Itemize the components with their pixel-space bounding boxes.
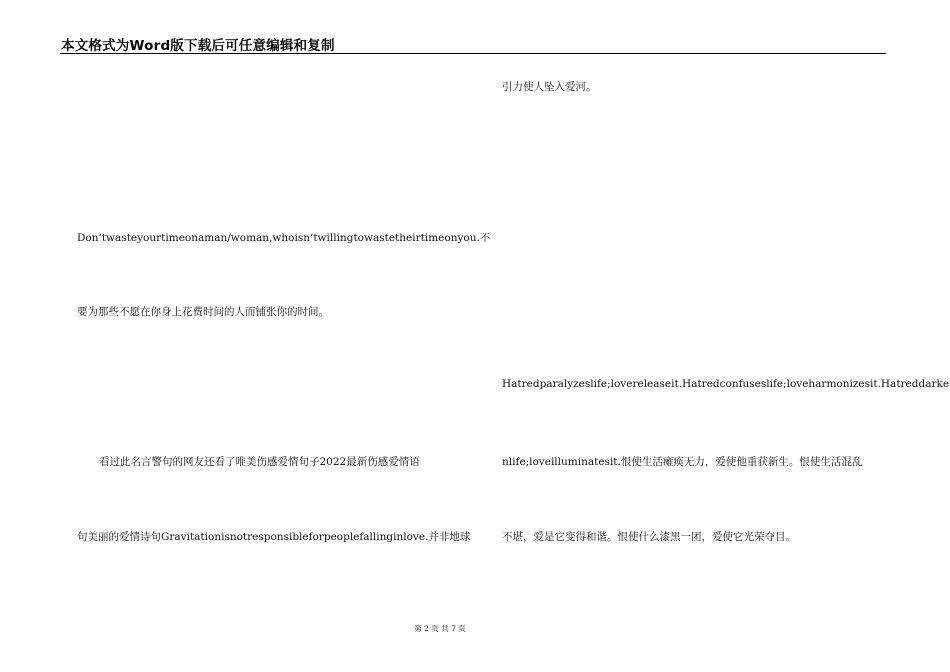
document-header-title: 本文格式为Word版下载后可任意编辑和复制 <box>61 38 335 54</box>
left-line-4: 句美丽的爱情诗句Gravitationisnotresponsibleforpeoplefallinginlove.并非地球 <box>77 531 471 543</box>
header-divider <box>60 53 886 54</box>
left-line-2: 要为那些不愿在你身上花费时间的人而铺张你的时间。 <box>77 306 329 318</box>
right-line-3: nlife;loveilluminatesit.恨使生活瘫痪无力，爱使他重获新生。恨使生活混乱 <box>502 456 863 468</box>
left-line-1: Don‘twasteyourtimeonaman/woman,whoisn‘twillingtowastetheirtimeonyou.不 <box>77 232 491 244</box>
left-line-3: 看过此名言警句的网友还看了唯美伤感爱情句子2022最新伤感爱情语 <box>99 456 420 468</box>
page-number: 第 2 页 共 7 页 <box>414 624 466 633</box>
right-line-1: 引力使人坠入爱河。 <box>502 81 597 93</box>
right-line-4: 不堪，爱是它变得和谐。恨使什么漆黑一团，爱使它光荣夺目。 <box>502 531 796 543</box>
right-line-2: Hatredparalyzeslife;lovereleaseit.Hatredconfuseslife;loveharmonizesit.Hatreddarke <box>502 378 950 390</box>
